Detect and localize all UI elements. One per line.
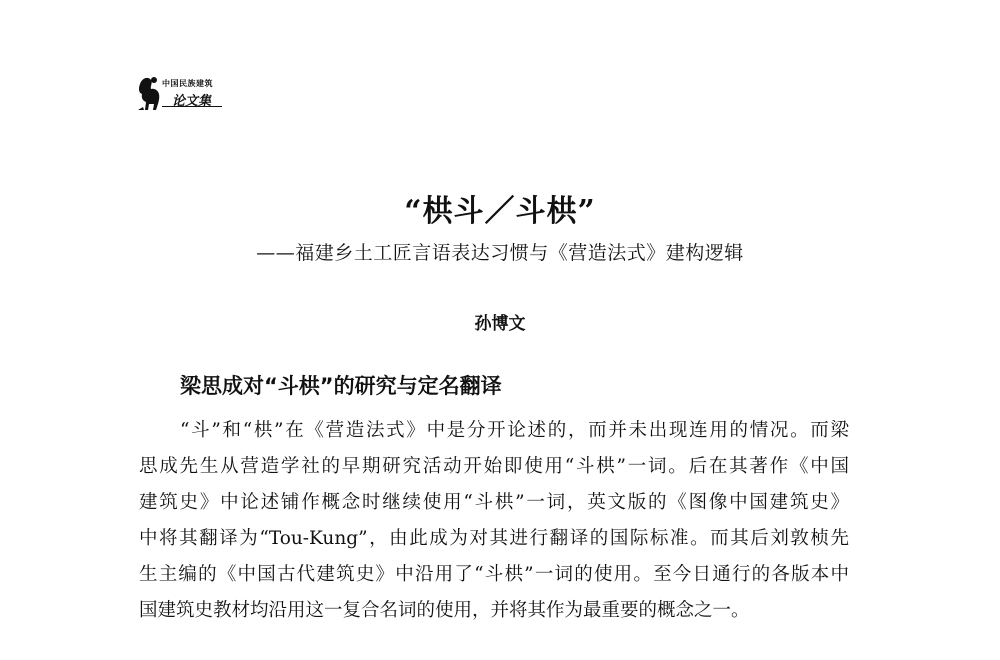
article-author: 孙博文 — [474, 314, 526, 334]
paragraph-line: 国建筑史教材均沿用这一复合名词的使用，并将其作为最重要的概念之一。 — [139, 600, 750, 621]
paragraph-line: 建筑史》中论述铺作概念时继续使用“斗栱”一词，英文版的《图像中国建筑史》 — [139, 492, 849, 513]
horse-rider-logo-icon — [136, 74, 162, 112]
paragraph-line: 中将其翻译为“Tou-Kung”，由此成为对其进行翻译的国际标准。而其后刘敦桢先 — [139, 528, 849, 549]
logo-text-collection: 论文集 — [172, 94, 212, 109]
journal-logo — [136, 72, 226, 116]
paragraph-line: 生主编的《中国古代建筑史》中沿用了“斗栱”一词的使用。至今日通行的各版本中 — [139, 564, 849, 585]
paragraph-line: 思成先生从营造学社的早期研究活动开始即使用“斗栱”一词。后在其著作《中国 — [139, 456, 849, 477]
article-subtitle: ——福建乡土工匠言语表达习惯与《营造法式》建构逻辑 — [256, 242, 744, 264]
paragraph-line: “斗”和“栱”在《营造法式》中是分开论述的，而并未出现连用的情况。而梁 — [180, 420, 849, 441]
section-heading: 梁思成对“斗栱”的研究与定名翻译 — [180, 374, 502, 398]
logo-underline — [162, 106, 222, 107]
logo-text-series: 中国民族建筑 — [162, 79, 213, 88]
body-paragraph — [139, 413, 849, 629]
article-title: “栱斗／斗栱” — [404, 194, 596, 229]
